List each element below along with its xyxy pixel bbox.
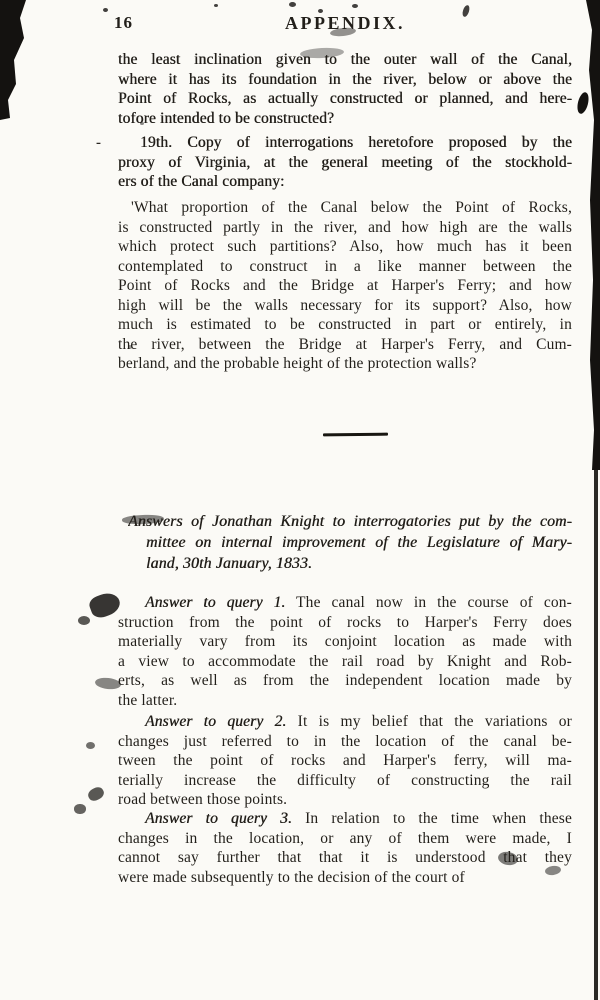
text-line: Point of Rocks, as actually constructed or planned, and here- (118, 90, 572, 107)
heading-line: Answers of Jonathan Knight to interrogatories put by the com- (128, 513, 572, 530)
text-column (114, 0, 572, 1000)
text-line: which protect such partitions? Also, how much has it been (118, 238, 572, 255)
running-head: APPENDIX. (285, 13, 405, 33)
text-line: terially increase the difficulty of constructing the rail (118, 771, 572, 789)
text-line: much is estimated to be constructed in part or entirely, in (118, 316, 572, 333)
answers-heading (128, 511, 572, 574)
paragraph-q19-question (118, 198, 572, 374)
scan-edge-right-upper (586, 0, 600, 470)
heading-line: mittee on internal improvement of the Legislature of Mary- (146, 534, 572, 551)
scan-edge-right-lower (594, 460, 598, 1000)
ink-blot (86, 785, 106, 803)
answer-lead: Answer to query 3. (145, 810, 292, 827)
scan-gutter-top-left (0, 0, 34, 120)
margin-dash-mark: - (96, 135, 101, 151)
text-line: proxy of Virginia, at the general meeting of the stockhold- (118, 153, 572, 171)
text-line: tofore intended to be constructed? (118, 109, 334, 127)
ink-speck (86, 742, 95, 749)
paragraph-answer1 (118, 593, 572, 710)
text-line: changes in the location, or any of them were made, I (118, 829, 572, 847)
text-line: cannot say further that that it is understood that they (118, 849, 572, 866)
text-line: erts, as well as from the independent location made by (118, 672, 572, 689)
paragraph-q19 (118, 133, 572, 192)
paragraph-answer2 (118, 712, 572, 810)
answer-lead: Answer to query 2. (145, 713, 287, 730)
text-line: changes just referred to in the location of the canal be- (118, 732, 572, 750)
ink-blot (575, 91, 590, 115)
answer-first-rest: It is my belief that the variations or (286, 713, 572, 730)
answer-lead: Answer to query 1. (145, 594, 286, 611)
paragraph-answer3 (118, 809, 572, 887)
text-line: Point of Rocks and the Bridge at Harper's Ferry; and how (118, 277, 572, 294)
text-line (118, 712, 572, 732)
text-line: high will be the walls necessary for its support? Also, how (118, 296, 572, 314)
text-line: were made subsequently to the decision of the court of (118, 868, 465, 886)
text-line: contemplated to construct in a like manner between the (118, 257, 572, 275)
ink-blot (74, 804, 86, 814)
text-line: the least inclination given to the outer wall of the Canal, (118, 51, 572, 68)
answer-first-rest: The canal now in the course of con- (285, 594, 572, 611)
text-line: is constructed partly in the river, and how high are the walls (118, 218, 572, 236)
text-line: the river, between the Bridge at Harper's Ferry, and Cum- (118, 335, 572, 353)
page-number: 16 (114, 13, 133, 32)
text-line: a view to accommodate the rail road by Knight and Rob- (118, 652, 572, 670)
text-line (118, 809, 572, 829)
text-line: materially vary from its conjoint location as made with (118, 633, 572, 650)
paragraph-q18 (118, 50, 572, 128)
text-line: where it has its foundation in the river, below or above the (118, 70, 572, 88)
text-line: 'What proportion of the Canal below the Point of Rocks, (131, 199, 572, 216)
ink-speck (103, 8, 108, 12)
page-header (114, 13, 572, 35)
answer-first-rest: In relation to the time when these (291, 810, 572, 827)
text-line: struction from the point of rocks to Harper's Ferry does (118, 613, 572, 631)
text-line (118, 593, 572, 613)
ink-speck (78, 616, 90, 625)
text-line: tween the point of rocks and Harper's ferry, will ma- (118, 752, 572, 769)
text-line: the latter. (118, 691, 178, 709)
heading-line: land, 30th January, 1833. (146, 555, 313, 572)
text-line: 19th. Copy of interrogations heretofore proposed by the (140, 134, 572, 151)
text-line: berland, and the probable height of the protection walls? (118, 355, 477, 372)
text-line: ers of the Canal company: (118, 173, 285, 190)
text-line: road between those points. (118, 791, 288, 808)
